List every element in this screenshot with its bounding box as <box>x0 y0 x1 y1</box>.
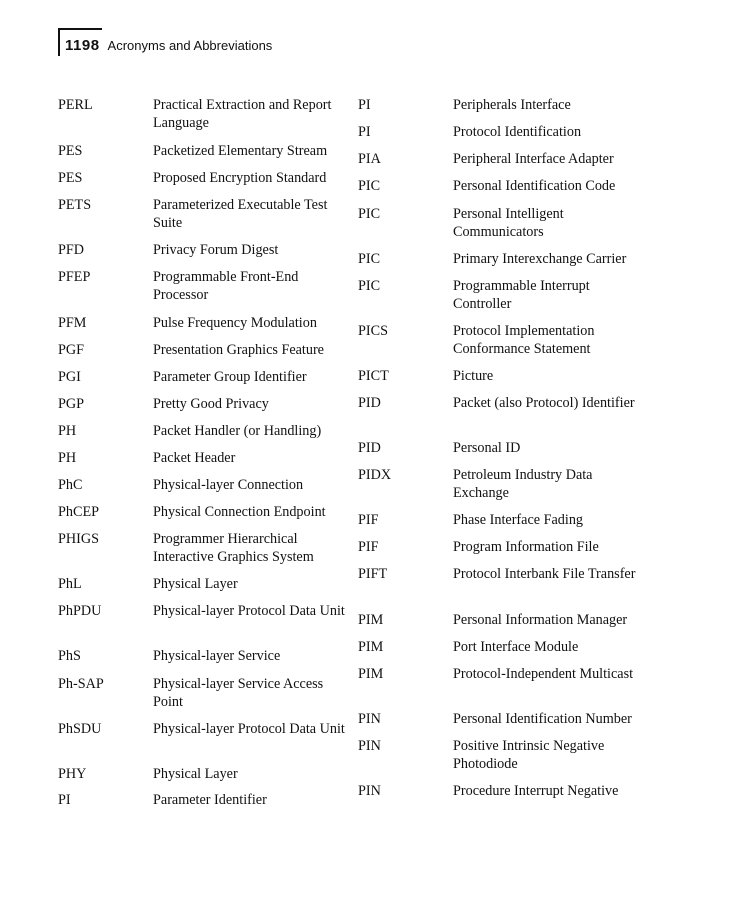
entry-definition: Protocol Implementation Conformance Statement <box>453 323 595 357</box>
entry-abbr: PID <box>358 395 381 411</box>
entry-definition: Port Interface Module <box>453 639 579 655</box>
entry-definition: Protocol-Independent Multicast <box>453 666 634 682</box>
entry-definition: Packet Header <box>153 450 236 466</box>
entry-abbr: PIF <box>358 539 379 555</box>
entry-abbr: PIN <box>358 738 381 754</box>
entry-definition: Privacy Forum Digest <box>153 242 279 258</box>
entry-abbr: PFEP <box>58 269 91 285</box>
entry-abbr: PFD <box>58 242 85 258</box>
entry-abbr: PhS <box>58 648 81 664</box>
entry-abbr: PGP <box>58 396 85 412</box>
entry-definition: Physical Layer <box>153 766 238 782</box>
entry-definition: Physical-layer Service <box>153 648 281 664</box>
header-title: Acronyms and Abbreviations <box>107 38 273 53</box>
entry-definition: Pretty Good Privacy <box>153 396 269 412</box>
entry-definition: Picture <box>453 368 494 384</box>
entry-abbr: PIA <box>358 151 381 167</box>
entry-definition: Physical Connection Endpoint <box>153 504 326 520</box>
entry-definition: Program Information File <box>453 539 599 555</box>
entry-abbr: PFM <box>58 315 87 331</box>
entry-abbr: PGF <box>58 342 85 358</box>
entry-definition: Practical Extraction and Report Language <box>153 97 332 131</box>
entry-abbr: PICT <box>358 368 389 384</box>
entry-abbr: PH <box>58 450 77 466</box>
entry-abbr: PIC <box>358 178 381 194</box>
entry-abbr: PhL <box>58 576 82 592</box>
entry-definition: Physical-layer Protocol Data Unit <box>153 603 345 619</box>
entry-definition: Personal ID <box>453 440 521 456</box>
entry-definition: Parameter Group Identifier <box>153 369 307 385</box>
entry-definition: Programmer Hierarchical Interactive Graphics System <box>153 531 314 565</box>
running-header <box>58 28 272 56</box>
entry-definition: Petroleum Industry Data Exchange <box>453 467 593 501</box>
entry-definition: Positive Intrinsic Negative Photodiode <box>453 738 605 772</box>
entry-abbr: PIM <box>358 639 384 655</box>
entry-abbr: PIC <box>358 278 381 294</box>
entry-definition: Proposed Encryption Standard <box>153 170 327 186</box>
entry-abbr: PGI <box>58 369 81 385</box>
entry-definition: Protocol Identification <box>453 124 582 140</box>
entry-abbr: PIN <box>358 783 381 799</box>
entry-abbr: PES <box>58 170 83 186</box>
page-number: 1198 <box>65 37 100 54</box>
entry-definition: Parameter Identifier <box>153 792 267 808</box>
entry-definition: Packetized Elementary Stream <box>153 143 328 159</box>
entry-abbr: PES <box>58 143 83 159</box>
entry-definition: Physical Layer <box>153 576 238 592</box>
entry-abbr: PIFT <box>358 566 388 582</box>
entry-definition: Packet (also Protocol) Identifier <box>453 395 635 411</box>
entry-abbr: PIM <box>358 666 384 682</box>
entry-abbr: PID <box>358 440 381 456</box>
entry-definition: Personal Intelligent Communicators <box>453 206 564 240</box>
entry-abbr: PIDX <box>358 467 392 483</box>
entry-abbr: PICS <box>358 323 388 339</box>
entry-abbr: PH <box>58 423 77 439</box>
entry-abbr: PhC <box>58 477 83 493</box>
entry-abbr: PHIGS <box>58 531 99 547</box>
entry-definition: Personal Identification Number <box>453 711 632 727</box>
entry-definition: Pulse Frequency Modulation <box>153 315 317 331</box>
entry-definition: Packet Handler (or Handling) <box>153 423 322 439</box>
entry-definition: Physical-layer Connection <box>153 477 304 493</box>
entry-definition: Primary Interexchange Carrier <box>453 251 627 267</box>
entry-definition: Personal Information Manager <box>453 612 628 628</box>
entry-definition: Peripherals Interface <box>453 97 571 113</box>
entry-abbr: Ph-SAP <box>58 676 104 692</box>
entry-abbr: PhCEP <box>58 504 100 520</box>
entry-definition: Personal Identification Code <box>453 178 616 194</box>
entry-abbr: PIC <box>358 251 381 267</box>
entry-definition: Procedure Interrupt Negative <box>453 783 619 799</box>
entry-definition: Protocol Interbank File Transfer <box>453 566 636 582</box>
entry-abbr: PHY <box>58 766 87 782</box>
entry-abbr: PI <box>358 124 371 140</box>
entry-abbr: PI <box>58 792 71 808</box>
entry-definition: Programmable Interrupt Controller <box>453 278 590 312</box>
entry-abbr: PIM <box>358 612 384 628</box>
entry-abbr: PETS <box>58 197 92 213</box>
entry-abbr: PhPDU <box>58 603 102 619</box>
entry-abbr: PhSDU <box>58 721 102 737</box>
entry-definition: Phase Interface Fading <box>453 512 584 528</box>
entry-abbr: PIN <box>358 711 381 727</box>
header-rule <box>58 28 102 30</box>
entry-definition: Physical-layer Service Access Point <box>153 676 324 710</box>
entry-definition: Physical-layer Protocol Data Unit <box>153 721 345 737</box>
header-bar <box>58 30 60 56</box>
entry-abbr: PIC <box>358 206 381 222</box>
entry-definition: Peripheral Interface Adapter <box>453 151 614 167</box>
entry-definition: Presentation Graphics Feature <box>153 342 324 358</box>
entry-abbr: PIF <box>358 512 379 528</box>
entry-abbr: PERL <box>58 97 93 113</box>
entry-definition: Programmable Front-End Processor <box>153 269 299 303</box>
entry-definition: Parameterized Executable Test Suite <box>153 197 328 231</box>
entry-abbr: PI <box>358 97 371 113</box>
